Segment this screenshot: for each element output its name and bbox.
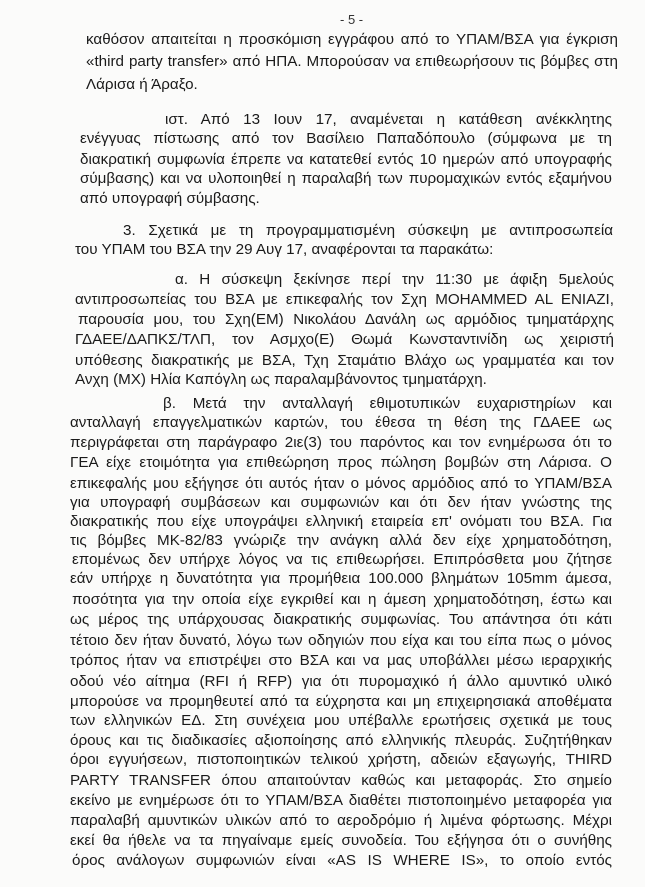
text-line: ΓΔΑΕΕ/ΔΑΠΚΣ/ΤΛΠ, τον Ασμχο(Ε) Θωμά Κωνσταντινίδη ως χειριστή	[75, 331, 614, 348]
text-line: αντιπροσωπείας του ΒΣΑ με επικεφαλής τον Σχη MOHAMMED AL ENIAZI,	[75, 291, 614, 308]
text-line: α. Η σύσκεψη ξεκίνησε περί την 11:30 με άφιξη 5μελούς	[175, 271, 614, 288]
text-line: τέτοιο δεν ήταν δυνατό, λόγω των οδηγιών που είχα και του είπα πως ο μόνος	[70, 632, 612, 649]
text-line: διακρατικής που είχε υπογράψει ελληνική εταιρεία επ' ονόματι του ΒΣΑ. Για	[70, 513, 612, 530]
text-line: ιστ. Από 13 Ιουν 17, αναμένεται η κατάθεση ανέκκλητης	[165, 111, 612, 128]
text-line: υπόθεσης διακρατικής με ΒΣΑ, Τχη Σταμάτιο Βλάχο ως γραμματέα και τον	[75, 352, 614, 369]
text-line: τις βόμβες ΜΚ-82/83 γνώριζε την ανάγκη αλλά δεν είχε χρηματοδότηση,	[70, 532, 612, 549]
text-line: ανταλλαγή επαγγελματικών καρτών, του έθεσα τη θέση της ΓΔΑΕΕ ως	[70, 414, 612, 431]
text-line: β. Μετά την ανταλλαγή εθιμοτυπικών ευχαριστηρίων και	[163, 395, 612, 412]
text-line: ενέγγυας πίστωσης από τον Βασίλειο Παπαδόπουλο (σύμφωνα με τη	[80, 130, 612, 147]
text-line: των ελληνικών ΕΔ. Στη συνέχεια μου υπέβαλλε ερωτήσεις σχετικά με τους	[70, 712, 612, 729]
text-line: ως μέρος της υπάρχουσας διακρατικής συμφωνίας. Του απάντησα ότι κάτι	[70, 611, 612, 628]
text-line: επικεφαλής μου εξήγησε ότι αυτός ήταν ο μόνος αρμόδιος από το ΥΠΑΜ/ΒΣΑ	[70, 475, 612, 492]
text-line: παραλαβή αμυντικών υλικών από το αεροδρόμιο ή λιμένα φόρτωσης. Μέχρι	[70, 812, 612, 829]
text-line: διακρατική συμφωνία έπρεπε να κατατεθεί εντός 10 ημερών από υπογραφής	[80, 151, 612, 168]
text-line: οδού νέο αίτημα (RFI ή RFP) για ότι πυρομαχικό ή άλλο αμυντικό υλικό	[70, 673, 612, 690]
text-line: εκεί θα ήθελε να τα πηγαίναμε εμείς συνοδεία. Του εξήγησα ότι ο συνήθης	[70, 832, 612, 849]
text-line: όρος ανάλογων συμφωνιών είναι «AS IS WHERE IS», το οποίο εντός	[72, 852, 612, 869]
text-line: περιγράφεται στη παράγραφο 2ιε(3) του παρόντος και τον ενημέρωσα ότι το	[70, 434, 612, 451]
text-line: μπορούσε να προμηθευτεί από τα εύχρηστα και μη επιχειρησιακά αποθέματα	[70, 693, 612, 710]
page-number: - 5 -	[340, 12, 364, 27]
text-line: του ΥΠΑΜ του ΒΣΑ την 29 Αυγ 17, αναφέρονται τα παρακάτω:	[75, 241, 494, 258]
text-line: Ανχη (ΜΧ) Ηλία Καπόγλη ως παραλαμβάνοντος τμηματάρχη.	[75, 371, 487, 388]
text-line: όρους και τις διαδικασίες αξιοποίησης από ελληνικής πλευράς. Συζητήθηκαν	[70, 732, 612, 749]
text-line: τρόπος ήταν να επιστρέψει στο ΒΣΑ και να μας υποβάλλει μέσω ιεραρχικής	[70, 652, 612, 669]
text-line: από υπογραφή σύμβασης.	[80, 190, 260, 207]
text-line: ΓΕΑ είχε ετοιμότητα για επιθεώρηση προς πώληση βομβών στη Λάρισα. Ο	[70, 454, 612, 471]
text-line: επομένως δεν υπήρχε λόγος να τις επιθεωρήσει. Επιπρόσθετα μου ζήτησε	[72, 551, 612, 568]
text-line: 3. Σχετικά με τη προγραμματισμένη σύσκεψη με αντιπροσωπεία	[123, 222, 613, 239]
text-line: εάν υπήρχε η δυνατότητα για προμήθεια 100.000 βλημάτων 105mm άμεσα,	[70, 570, 612, 587]
text-line: σύμβασης) και να υλοποιηθεί η παραλαβή των πυρομαχικών εντός εξαμήνου	[80, 170, 612, 187]
text-line: ποσότητα για την οποία είχε εγκριθεί και η άμεση χρηματοδότηση, έστω και	[72, 591, 612, 608]
text-line: για υπογραφή συμβάσεων και συμφωνιών και ότι δεν ήταν γνώστης της	[70, 494, 612, 511]
text-line: εκείνο με ενημέρωσε ότι το ΥΠΑΜ/ΒΣΑ διαθέτει πιστοποιημένο μεταφορέα για	[70, 792, 612, 809]
text-line: PARTY TRANSFER όπου απαιτούνταν καθώς και μεταφοράς. Στο σημείο	[70, 772, 612, 789]
text-line: όροι εγγυήσεων, πιστοποιητικών τελικού χρήστη, αδειών εξαγωγής, THIRD	[70, 751, 612, 768]
text-line: καθόσον απαιτείται η προσκόμιση εγγράφου από το ΥΠΑΜ/ΒΣΑ για έγκριση	[86, 31, 618, 48]
text-line: «third party transfer» από ΗΠΑ. Μπορούσαν να επιθεωρήσουν τις βόμβες στη	[86, 53, 618, 70]
text-line: Λάρισα ή Άραξο.	[86, 76, 198, 93]
text-line: παρουσία μου, του Σχη(ΕΜ) Νικολάου Δανάλη ως αρμόδιος τμηματάρχης	[78, 311, 614, 328]
